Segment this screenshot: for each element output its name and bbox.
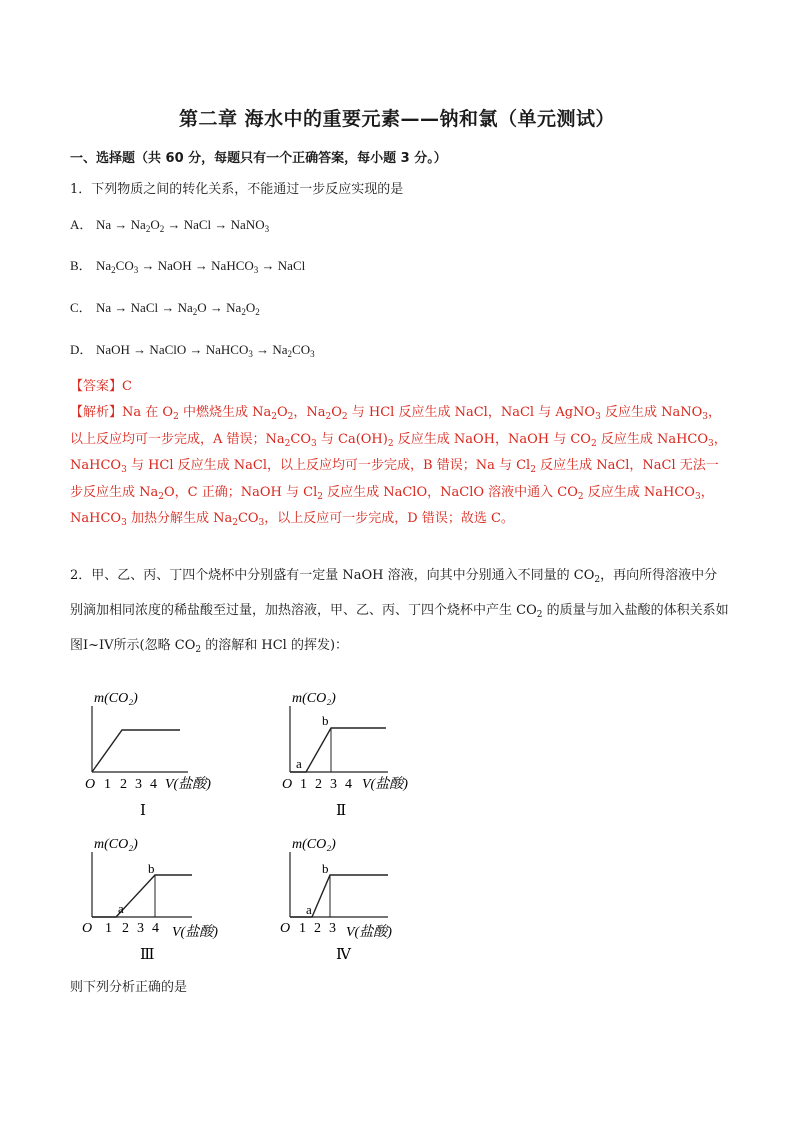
tick-label: 1 xyxy=(105,921,112,936)
page-title: 第二章 海水中的重要元素——钠和氯（单元测试） xyxy=(178,108,616,130)
x-axis-label: V(盐酸) xyxy=(346,925,392,940)
tick-label: 2 xyxy=(122,921,129,936)
graph-1 xyxy=(80,684,230,824)
q1-option-b[interactable]: B． $Na_2CO_3$ → NaOH → NaHCO$_3$ → NaCl xyxy=(70,255,305,274)
tick-label: 4 xyxy=(150,777,157,792)
graph-3 xyxy=(80,828,240,968)
graph-2 xyxy=(282,684,432,824)
figure-numeral: Ⅳ xyxy=(336,947,351,963)
origin-label: O xyxy=(282,777,293,792)
tick-label: 2 xyxy=(314,921,321,936)
x-axis-label: V(盐酸) xyxy=(172,925,218,940)
curve xyxy=(290,875,388,917)
tick-label: 3 xyxy=(330,777,337,792)
point-b-label: b xyxy=(322,713,329,728)
tick-label: 2 xyxy=(120,777,127,792)
origin-label: O xyxy=(280,921,291,936)
q1-answer: 【答案】C xyxy=(70,379,132,394)
tick-label: 4 xyxy=(345,777,352,792)
option-label: A． xyxy=(70,217,93,232)
option-label: C． xyxy=(70,300,92,315)
curve xyxy=(92,730,180,772)
tick-label: 3 xyxy=(135,777,142,792)
option-label: D． xyxy=(70,342,93,357)
x-axis-label: V(盐酸) xyxy=(362,777,408,792)
curve xyxy=(290,728,386,772)
y-axis-label: m(CO₂) xyxy=(94,691,138,706)
analysis-tag: 【解析】 xyxy=(70,405,123,420)
point-a-label: a xyxy=(296,756,302,771)
option-label: B． xyxy=(70,258,92,273)
point-b-label: b xyxy=(148,861,155,876)
tick-label: 2 xyxy=(315,777,322,792)
graph-4 xyxy=(282,828,432,968)
q2-stem: 2．甲、乙、丙、丁四个烧杯中分别盛有一定量 NaOH 溶液，向其中分别通入不同量的 $CO_2$，再向所得溶液中分别滴加相同浓度的稀盐酸至过量，加热溶液，甲、乙、丙、丁四个烧杯中产生 $CO_2$ 的质量与加入盐酸的体积关系如图I~IV所示(忽略 $CO_2$ 的溶解和 HCl 的挥发)： xyxy=(70,568,729,655)
tick-label: 1 xyxy=(104,777,111,792)
section-heading: 一、选择题（共 60 分，每题只有一个正确答案，每小题 3 分。） xyxy=(70,151,447,166)
q1-stem: 1．下列物质之间的转化关系，不能通过一步反应实现的是 xyxy=(70,182,404,197)
q1-option-a[interactable]: A． $Na \to Na_2O_2$ → NaCl → NaNO$_3$ xyxy=(70,214,269,233)
y-axis-label: m(CO₂) xyxy=(292,837,336,852)
origin-label: O xyxy=(85,777,96,792)
point-a-label: a xyxy=(306,902,312,917)
tick-label: 3 xyxy=(137,921,144,936)
q1-analysis: 【解析】Na 在 $O_2$ 中燃烧生成 $Na_2O_2$，$Na_2O_2$ 与 HCl 反应生成 NaCl，NaCl 与 AgNO$_3$ 反应生成 NaNO$_3$，以上反应均可一步完成，A 错误；$Na_2CO_3$ 与 $Ca(OH)_2$ 反应生成 NaOH，NaOH 与 $CO_2$ 反应生成 NaHCO$_3$，NaHCO$_3$ 与 HCl 反应生成 NaCl，以上反应均可一步完成，B 错误；Na 与 $Cl_2$ 反应生成 NaCl，NaCl 无法一步反应生成 $Na_2O$，C 正确；NaOH 与 $Cl_2$ 反应生成 NaClO，NaClO 溶液中通入 $CO_2$ 反应生成 NaHCO$_3$，NaHCO$_3$ 加热分解生成 $Na_2CO_3$，以上反应可一步完成，D 错误；故选 C。 xyxy=(70,405,727,528)
curve xyxy=(92,875,192,917)
tick-label: 3 xyxy=(329,921,336,936)
figure-numeral: Ⅲ xyxy=(140,947,155,963)
tick-label: 1 xyxy=(299,921,306,936)
q2-follow-text: 则下列分析正确的是 xyxy=(70,980,188,995)
y-axis-label: m(CO₂) xyxy=(292,691,336,706)
point-b-label: b xyxy=(322,861,329,876)
figure-numeral: Ⅱ xyxy=(336,803,347,819)
tick-label: 1 xyxy=(300,777,307,792)
figure-numeral: Ⅰ xyxy=(140,803,146,819)
origin-label: O xyxy=(82,921,93,936)
x-axis-label: V(盐酸) xyxy=(165,777,211,792)
q1-option-d[interactable]: D． NaOH → NaClO → NaHCO$_3$ → $Na_2CO_3$ xyxy=(70,339,315,358)
y-axis-label: m(CO₂) xyxy=(94,837,138,852)
q1-option-c[interactable]: C． Na → NaCl → $Na_2O \to Na_2O_2$ xyxy=(70,297,260,316)
point-a-label: a xyxy=(118,901,124,916)
tick-label: 4 xyxy=(152,921,159,936)
